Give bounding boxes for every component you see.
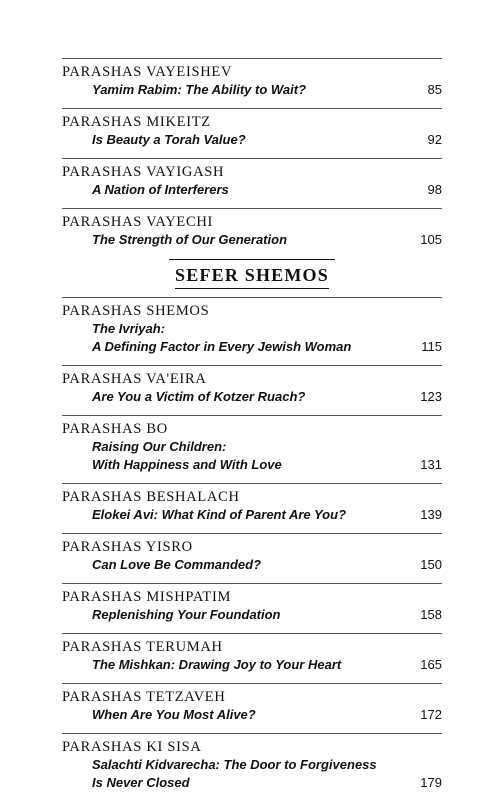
page-number: 105	[420, 232, 442, 247]
chapter-title	[62, 438, 282, 474]
parashah-name: PARASHAS TERUMAH	[62, 639, 223, 655]
toc-entry	[62, 583, 442, 624]
entry-title-row	[62, 320, 442, 356]
entry-title-row	[62, 81, 442, 99]
chapter-title-line: The Strength of Our Generation	[92, 232, 288, 247]
page-number: 179	[420, 775, 442, 790]
parashah-name: PARASHAS VA'EIRA	[62, 371, 207, 387]
parashah-name: PARASHAS SHEMOS	[62, 303, 210, 319]
toc-entry	[62, 208, 442, 249]
entry-title-row	[62, 656, 442, 674]
toc-entry	[62, 415, 442, 474]
chapter-title	[62, 656, 341, 674]
chapter-title-line: Replenishing Your Foundation	[92, 607, 281, 622]
page-number: 131	[420, 457, 442, 472]
toc-entry	[62, 158, 442, 199]
toc-entry	[62, 733, 442, 792]
parashah-name: PARASHAS VAYIGASH	[62, 164, 225, 180]
toc-entry	[62, 297, 442, 356]
section-top-rule	[169, 259, 335, 260]
entry-title-row	[62, 606, 442, 624]
chapter-title	[62, 131, 246, 149]
chapter-title	[62, 706, 256, 724]
entry-title-row	[62, 706, 442, 724]
page-number: 123	[420, 389, 442, 404]
chapter-title	[62, 231, 287, 249]
chapter-title-line: The Mishkan: Drawing Joy to Your Heart	[92, 657, 342, 672]
page-number: 98	[427, 182, 442, 197]
parashah-name: PARASHAS VAYECHI	[62, 214, 214, 230]
chapter-title-line: When Are You Most Alive?	[92, 707, 256, 722]
parashah-name: PARASHAS MIKEITZ	[62, 114, 211, 130]
page-number: 158	[420, 607, 442, 622]
chapter-title-line: Raising Our Children:	[92, 439, 227, 454]
entry-title-row	[62, 181, 442, 199]
parashah-name: PARASHAS BESHALACH	[62, 489, 240, 505]
chapter-title	[62, 506, 346, 524]
chapter-title-line: A Nation of Interferers	[92, 182, 229, 197]
page-number: 165	[420, 657, 442, 672]
toc-entry	[62, 58, 442, 99]
page-number: 115	[421, 339, 442, 354]
toc-entry	[62, 633, 442, 674]
toc-group-after	[62, 297, 442, 792]
chapter-title	[62, 556, 261, 574]
chapter-title	[62, 606, 281, 624]
page-number: 150	[420, 557, 442, 572]
section-title: SEFER SHEMOS	[175, 264, 329, 289]
page-number: 85	[427, 82, 442, 97]
parashah-name: PARASHAS VAYEISHEV	[62, 64, 233, 80]
entry-title-row	[62, 231, 442, 249]
chapter-title-line: The Ivriyah:	[92, 321, 165, 336]
entry-title-row	[62, 756, 442, 792]
chapter-title-line: Yamim Rabim: The Ability to Wait?	[92, 82, 307, 97]
chapter-title	[62, 81, 306, 99]
chapter-title	[62, 320, 351, 356]
entry-title-row	[62, 556, 442, 574]
chapter-title	[62, 181, 229, 199]
page-number: 139	[420, 507, 442, 522]
parashah-name: PARASHAS KI SISA	[62, 739, 202, 755]
page-number: 172	[420, 707, 442, 722]
entry-title-row	[62, 388, 442, 406]
chapter-title	[62, 756, 377, 792]
parashah-name: PARASHAS MISHPATIM	[62, 589, 232, 605]
toc-entry	[62, 108, 442, 149]
chapter-title-line: Salachti Kidvarecha: The Door to Forgiveness	[92, 757, 377, 772]
parashah-name: PARASHAS TETZAVEH	[62, 689, 226, 705]
table-of-contents	[62, 58, 442, 801]
page-number: 92	[427, 132, 442, 147]
toc-entry	[62, 483, 442, 524]
toc-entry	[62, 533, 442, 574]
entry-title-row	[62, 131, 442, 149]
parashah-name: PARASHAS YISRO	[62, 539, 193, 555]
entry-title-row	[62, 438, 442, 474]
chapter-title	[62, 388, 305, 406]
section-heading	[62, 259, 442, 289]
chapter-title-line: Is Beauty a Torah Value?	[92, 132, 246, 147]
chapter-title-line: A Defining Factor in Every Jewish Woman	[92, 339, 352, 354]
toc-entry	[62, 365, 442, 406]
chapter-title-line: Elokei Avi: What Kind of Parent Are You?	[92, 507, 347, 522]
entry-title-row	[62, 506, 442, 524]
toc-group-before	[62, 58, 442, 249]
chapter-title-line: Are You a Victim of Kotzer Ruach?	[92, 389, 306, 404]
chapter-title-line: Is Never Closed	[92, 775, 190, 790]
toc-entry	[62, 683, 442, 724]
chapter-title-line: With Happiness and With Love	[92, 457, 282, 472]
parashah-name: PARASHAS BO	[62, 421, 168, 437]
chapter-title-line: Can Love Be Commanded?	[92, 557, 262, 572]
